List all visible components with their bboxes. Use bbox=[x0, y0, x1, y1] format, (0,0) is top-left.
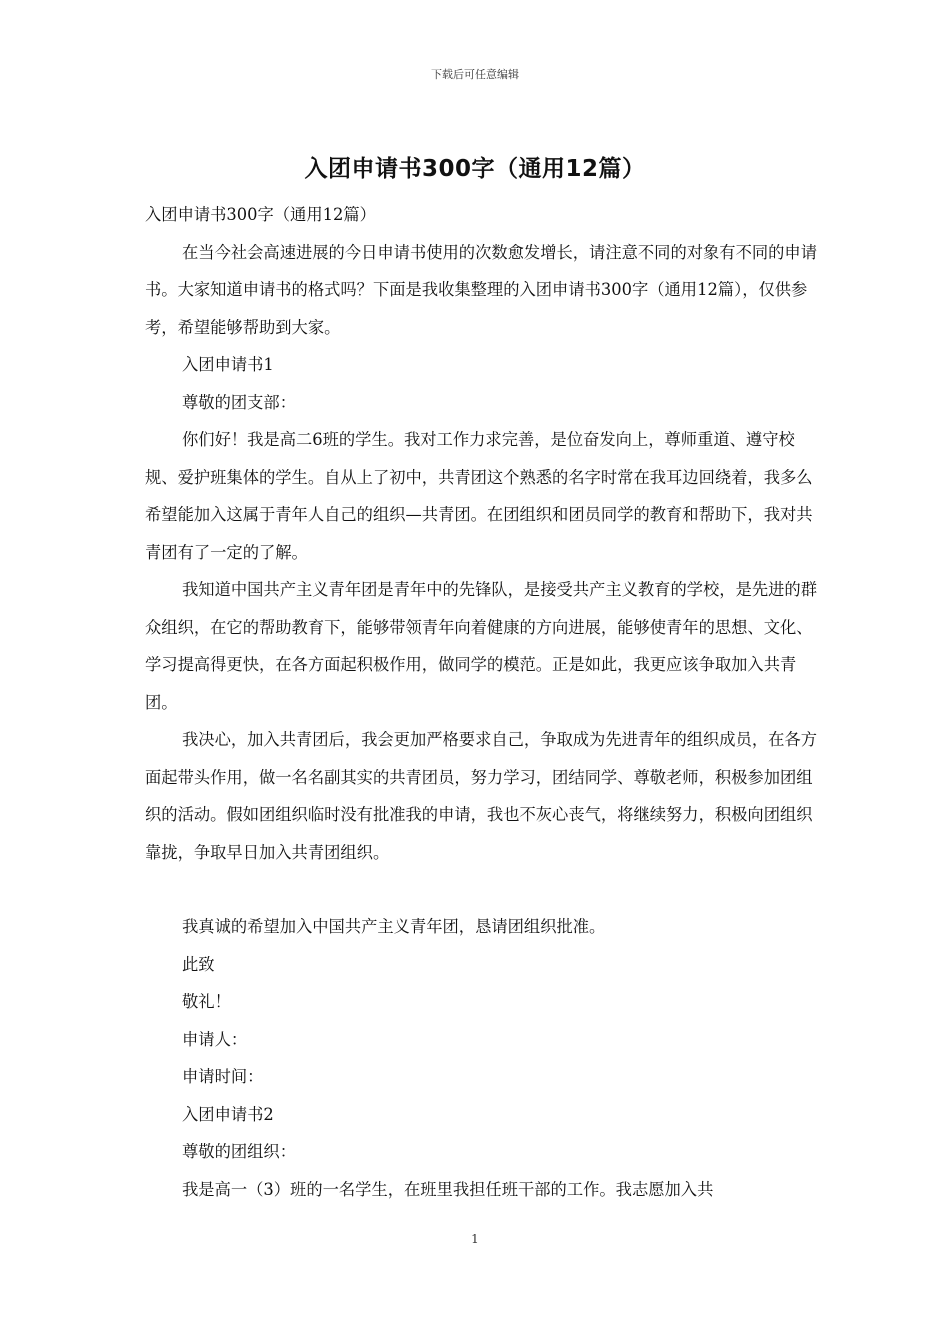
closing-line: 此致 bbox=[182, 954, 215, 974]
salutation: 尊敬的团支部： bbox=[182, 392, 296, 412]
closing-line: 敬礼！ bbox=[182, 992, 231, 1011]
body-paragraph: 我知道中国共产主义青年团是青年中的先锋队，是接受共产主义教育的学校，是先进的群众组织，在它的帮助教育下，能够带领青年向着健康的方向进展，能够使青年的思想、文化、学习提高得更快，在各方面起积极作用，做同学的模范。正是如此，我更应该争取加入共青团。 bbox=[145, 580, 817, 712]
salutation: 尊敬的团组织： bbox=[182, 1142, 296, 1161]
date-line: 申请时间： bbox=[182, 1067, 264, 1086]
body-paragraph: 你们好！我是高二6班的学生。我对工作力求完善，是位奋发向上，尊师重道、遵守校规、爱护班集体的学生。自从上了初中，共青团这个熟悉的名字时常在我耳边回绕着，我多么希望能加入这属于青年人自己的组织—共青团。在团组织和团员同学的教育和帮助下，我对共青团有了一定的了解。 bbox=[145, 430, 813, 562]
subtitle-paragraph: 入团申请书300字（通用12篇） bbox=[145, 205, 376, 224]
document-title: 入团申请书300字（通用12篇） bbox=[304, 156, 646, 182]
signature-line: 申请人： bbox=[182, 1029, 248, 1049]
intro-paragraph: 在当今社会高速进展的今日申请书使用的次数愈发增长，请注意不同的对象有不同的申请书。大家知道申请书的格式吗？下面是我收集整理的入团申请书300字（通用12篇），仅供参考，希望能够帮助到大家。 bbox=[145, 242, 817, 337]
header-note: 下载后可任意编辑 bbox=[431, 68, 519, 81]
section-heading: 入团申请书2 bbox=[182, 1104, 274, 1124]
section-heading: 入团申请书1 bbox=[182, 355, 274, 374]
body-paragraph: 我真诚的希望加入中国共产主义青年团，恳请团组织批准。 bbox=[182, 917, 606, 936]
body-paragraph: 我是高一（3）班的一名学生，在班里我担任班干部的工作。我志愿加入共 bbox=[182, 1179, 714, 1199]
body-paragraph: 我决心，加入共青团后，我会更加严格要求自己，争取成为先进青年的组织成员，在各方面起带头作用，做一名名副其实的共青团员，努力学习，团结同学、尊敬老师，积极参加团组织的活动。假如团组织临时没有批准我的申请，我也不灰心丧气，将继续努力，积极向团组织靠拢，争取早日加入共青团组织。 bbox=[145, 730, 817, 862]
page-number: 1 bbox=[471, 1232, 479, 1246]
document-body bbox=[145, 196, 817, 1208]
blank-line bbox=[145, 871, 817, 908]
